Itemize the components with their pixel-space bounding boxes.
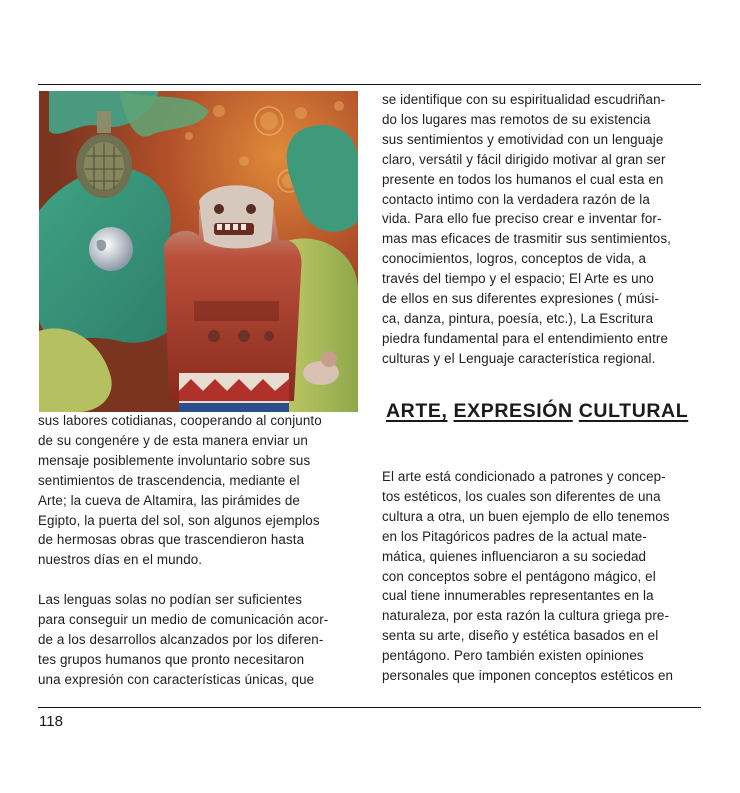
text-line: de su congenére y de esta manera enviar un bbox=[38, 432, 308, 448]
bottom-rule bbox=[38, 707, 701, 708]
text-line: personales que imponen conceptos estéticos en bbox=[382, 668, 674, 684]
heading-word: ARTE, bbox=[386, 400, 448, 422]
heading-word: EXPRESIÓN bbox=[453, 400, 573, 422]
text-line: con conceptos sobre el pentágono mágico, el bbox=[382, 568, 656, 584]
text-line: mas mas eficaces de trasmitir sus sentimientos, bbox=[382, 231, 671, 247]
text-line: sus labores cotidianas, cooperando al conjunto bbox=[38, 413, 322, 428]
text-line: través del tiempo y el espacio; El Arte es uno bbox=[382, 271, 654, 287]
collage-image bbox=[39, 91, 358, 412]
page-number: 118 bbox=[39, 713, 63, 730]
text-line: contacto intimo con la verdadera razón de la bbox=[382, 191, 650, 207]
text-line: claro, versátil y fácil dirigido motivar al gran ser bbox=[382, 151, 666, 167]
text-line: una expresión con características únicas, que bbox=[38, 671, 315, 687]
text-line: Egipto, la puerta del sol, son algunos ejemplos bbox=[38, 512, 320, 528]
text-line: tos estéticos, los cuales son diferentes de una bbox=[382, 488, 661, 504]
text-line: sentimientos de trascendencia, mediante el bbox=[38, 472, 300, 488]
text-line: senta su arte, diseño y estética basados en el bbox=[382, 628, 659, 644]
text-line: presente en todos los humanos el cual esta en bbox=[382, 171, 664, 187]
text-line: Arte; la cueva de Altamira, las pirámides de bbox=[38, 492, 300, 508]
text-line: sus sentimientos y emotividad con un lenguaje bbox=[382, 131, 664, 147]
text-line: mensaje posiblemente involuntario sobre sus bbox=[38, 452, 311, 468]
text-line: vida. Para ello fue preciso crear e inventar for- bbox=[382, 211, 662, 227]
text-line: de ellos en sus diferentes expresiones ( músi- bbox=[382, 291, 660, 307]
text-line: mática, quienes influenciaron a su sociedad bbox=[382, 548, 647, 564]
text-line: pentágono. Pero también existen opiniones bbox=[382, 648, 644, 664]
right-column-paragraph-1 bbox=[382, 90, 671, 369]
left-column-paragraph-2 bbox=[38, 590, 328, 690]
text-line: de hermosas obras que trascendieron hasta bbox=[38, 532, 305, 548]
heading-word: CULTURAL bbox=[578, 400, 689, 422]
top-rule bbox=[38, 84, 701, 85]
section-heading bbox=[386, 400, 688, 423]
text-line: tes grupos humanos que pronto necesitaron bbox=[38, 651, 305, 667]
text-line: cual tiene innumerables representantes en la bbox=[382, 588, 654, 604]
text-line: culturas y el Lenguaje característica regional. bbox=[382, 350, 656, 366]
text-line: se identifique con su espiritualidad escudriñan- bbox=[382, 92, 666, 107]
left-column-paragraph-1 bbox=[38, 411, 322, 570]
text-line: cultura a otra, un buen ejemplo de ello tenemos bbox=[382, 508, 670, 524]
text-line: ca, danza, pintura, poesía, etc.), La Escritura bbox=[382, 310, 654, 326]
text-line: de a los desarrollos alcanzados por los diferen- bbox=[38, 631, 324, 647]
text-line: Las lenguas solas no podían ser suficientes bbox=[38, 592, 303, 607]
text-line: nuestros días en el mundo. bbox=[38, 552, 203, 568]
right-column-paragraph-2 bbox=[382, 467, 673, 686]
text-line: naturaleza, por esta razón la cultura griega pre- bbox=[382, 608, 670, 624]
text-line: do los lugares mas remotos de su existencia bbox=[382, 111, 651, 127]
text-line: piedra fundamental para el entendimiento entre bbox=[382, 330, 668, 346]
text-line: conocimientos, logros, conceptos de vida, a bbox=[382, 251, 647, 267]
text-line: en los Pitagóricos padres de la actual mate- bbox=[382, 528, 647, 544]
text-line: El arte está condicionado a patrones y concep- bbox=[382, 469, 666, 484]
text-line: para conseguir un medio de comunicación acor- bbox=[38, 611, 329, 627]
